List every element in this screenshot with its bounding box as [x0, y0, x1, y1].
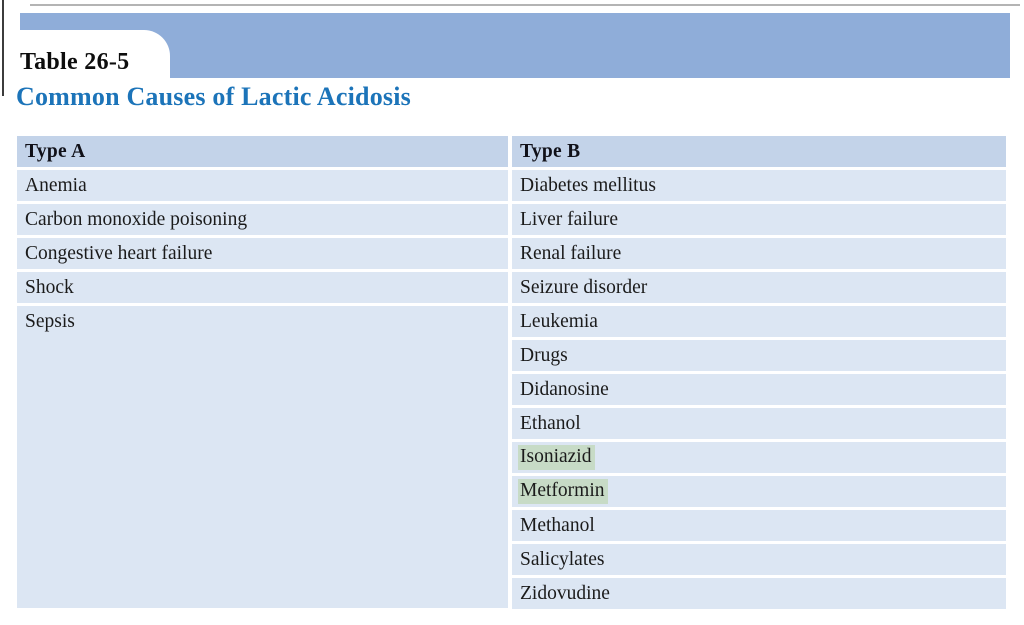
- cell-text: Methanol: [520, 514, 595, 536]
- table-cell: [17, 238, 508, 269]
- cell-text: Salicylates: [520, 548, 605, 570]
- highlighted-cell-text: Metformin: [518, 479, 608, 504]
- table-cell: [17, 170, 508, 201]
- table-cell: [512, 238, 1006, 269]
- column-header: Type B: [512, 136, 1006, 167]
- table-cell: [512, 476, 1006, 507]
- cell-text: Carbon monoxide poisoning: [25, 208, 248, 230]
- scan-top-hairline: [30, 4, 1020, 6]
- cell-text: Congestive heart failure: [25, 242, 213, 264]
- scan-left-hairline: [2, 0, 4, 96]
- cell-text: Sepsis: [25, 311, 75, 332]
- table-cell: [17, 272, 508, 303]
- table-cell: [512, 272, 1006, 303]
- type-b-column: [512, 136, 1006, 608]
- cell-text: Diabetes mellitus: [520, 174, 656, 196]
- table-number-label: Table 26-5: [20, 49, 130, 75]
- table-title: Common Causes of Lactic Acidosis: [16, 82, 411, 111]
- table-cell: [512, 340, 1006, 371]
- cell-text: Ethanol: [520, 412, 581, 434]
- cell-text: Liver failure: [520, 208, 618, 230]
- table-cell: [512, 204, 1006, 235]
- cell-text: Zidovudine: [520, 582, 610, 604]
- table-cell: [17, 204, 508, 235]
- cell-text: Seizure disorder: [520, 276, 648, 298]
- cell-text: Shock: [25, 276, 74, 298]
- table-cell: [512, 578, 1006, 609]
- table-cell: [512, 510, 1006, 541]
- table-cell: [512, 544, 1006, 575]
- cell-text: Anemia: [25, 174, 87, 196]
- table-cell: [512, 170, 1006, 201]
- table-cell: [512, 374, 1006, 405]
- table-cell: [512, 306, 1006, 337]
- table-number-tab: [15, 30, 170, 79]
- column-header: Type A: [17, 136, 508, 167]
- table-cell: [512, 442, 1006, 473]
- highlighted-cell-text: Isoniazid: [518, 445, 595, 470]
- table-cell: [512, 408, 1006, 439]
- table-cell: [17, 306, 508, 608]
- causes-table: [17, 136, 1006, 608]
- cell-text: Leukemia: [520, 310, 598, 332]
- cell-text: Renal failure: [520, 242, 622, 264]
- cell-text: Didanosine: [520, 378, 609, 400]
- cell-text: Drugs: [520, 344, 568, 366]
- type-a-column: [17, 136, 508, 608]
